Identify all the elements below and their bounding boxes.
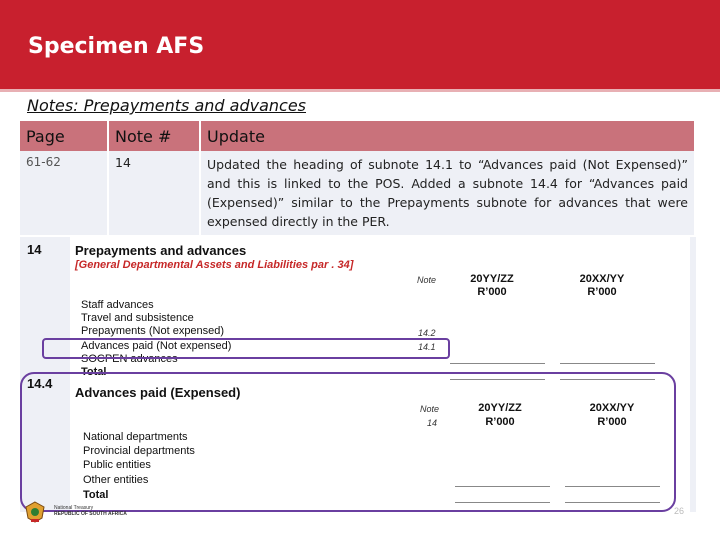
section144-col2-year: 20XX/YY bbox=[589, 402, 635, 414]
notes-title: Notes: Prepayments and advances bbox=[27, 96, 306, 115]
highlight-section-14-4 bbox=[20, 372, 676, 512]
section14-title: Prepayments and advances bbox=[75, 243, 247, 258]
section144-total: Total bbox=[83, 489, 109, 501]
list-item: Provincial departments bbox=[83, 445, 195, 457]
section14-col1-year: 20YY/ZZ bbox=[470, 273, 514, 285]
list-item-ref: 14.1 bbox=[418, 342, 436, 352]
cell-update: Updated the heading of subnote 14.1 to “Advances paid (Not Expensed)” and this is linked to the POS. Added a subnote 14.4 for “Advances paid (Expensed)” similar to the Prepayments subnote for advances that were expensed directly in the PER. bbox=[200, 151, 695, 235]
footer-department bbox=[54, 505, 127, 517]
section144-note-label: Note bbox=[420, 404, 440, 414]
list-item: Travel and subsistence bbox=[81, 312, 194, 324]
section14-col2-year: 20XX/YY bbox=[579, 273, 625, 285]
list-item: Other entities bbox=[83, 474, 149, 486]
section144-col1-unit: R’000 bbox=[485, 416, 515, 428]
section14-col1-unit: R’000 bbox=[477, 286, 507, 298]
highlight-advances-not-expensed bbox=[42, 338, 450, 359]
cell-page: 61-62 bbox=[20, 151, 108, 235]
section144-note-ref: 14 bbox=[427, 418, 438, 428]
list-item: Prepayments (Not expensed) bbox=[81, 325, 225, 337]
section-number-14-4: 14.4 bbox=[27, 376, 53, 391]
cell-note: 14 bbox=[108, 151, 200, 235]
section14-col1-rule bbox=[450, 363, 545, 364]
section14-note-label: Note bbox=[417, 275, 437, 285]
list-item: National departments bbox=[83, 431, 188, 443]
section14-subtitle: [General Departmental Assets and Liabilities par . 34] bbox=[75, 259, 354, 271]
section144-col1-year: 20YY/ZZ bbox=[478, 402, 522, 414]
table-row bbox=[20, 151, 695, 235]
col-header-note: Note # bbox=[108, 121, 200, 151]
footer-dept-line2: REPUBLIC OF SOUTH AFRICA bbox=[54, 511, 127, 517]
footer-dept-line1: National Treasury bbox=[54, 505, 94, 511]
page-number: 26 bbox=[674, 506, 685, 516]
section-number-14: 14 bbox=[27, 242, 42, 257]
list-item: Advances paid (Not expensed) bbox=[81, 340, 232, 352]
section144-col2-unit: R’000 bbox=[597, 416, 627, 428]
list-item-ref: 14.2 bbox=[418, 328, 436, 338]
slide-title: Specimen AFS bbox=[28, 34, 205, 59]
list-item: SOCPEN advances bbox=[81, 353, 178, 365]
col-header-update: Update bbox=[200, 121, 695, 151]
section14-col2-unit: R’000 bbox=[587, 286, 617, 298]
update-table bbox=[20, 121, 696, 235]
section144-title: Advances paid (Expensed) bbox=[75, 385, 241, 400]
list-item: Public entities bbox=[83, 459, 151, 471]
header-banner bbox=[0, 0, 720, 92]
list-item: Staff advances bbox=[81, 299, 154, 311]
section14-total: Total bbox=[81, 366, 107, 378]
section14-col2-rule bbox=[560, 363, 655, 364]
col-header-page: Page bbox=[20, 121, 108, 151]
table-header-row bbox=[20, 121, 695, 151]
coat-of-arms-icon bbox=[22, 500, 48, 524]
